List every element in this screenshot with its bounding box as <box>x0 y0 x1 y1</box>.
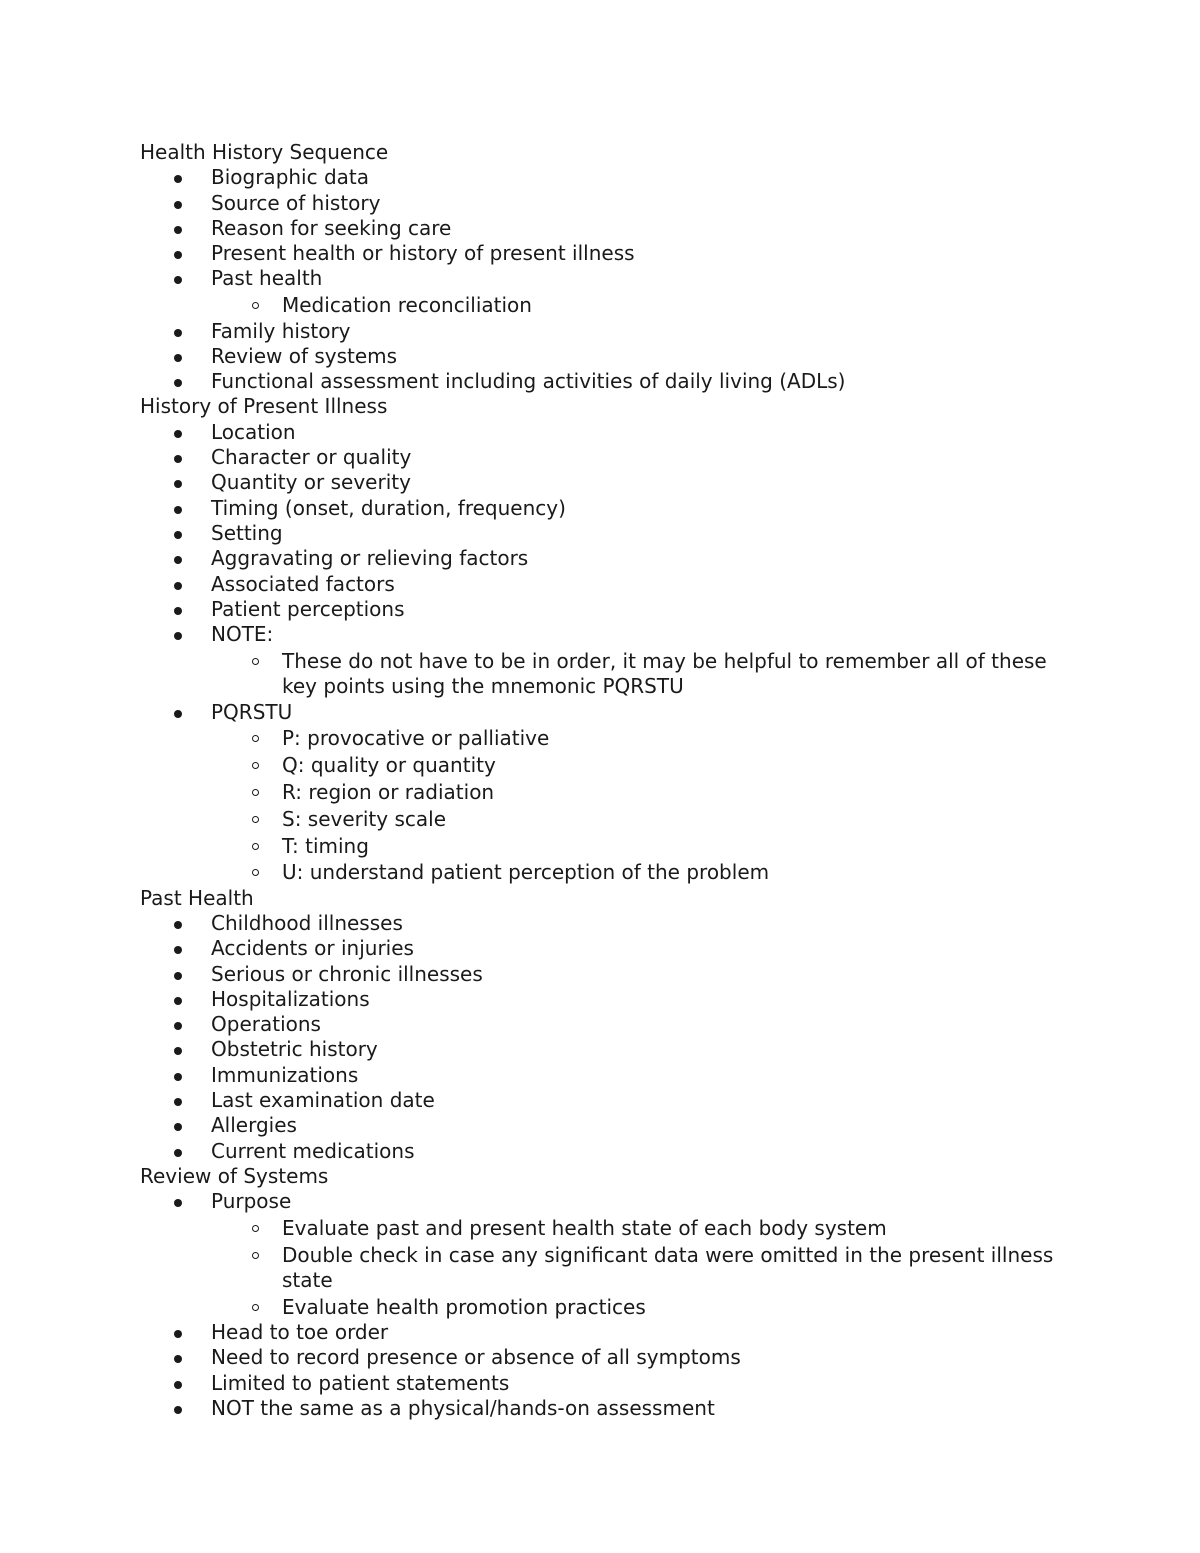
list-item-text: Past health <box>211 266 323 291</box>
list-item <box>140 1189 1060 1320</box>
sub-list-item-text: Q: quality or quantity <box>282 753 496 778</box>
list-item-text: Family history <box>211 318 351 343</box>
list-item-text: Childhood illnesses <box>211 910 403 935</box>
list-item <box>140 1371 1060 1396</box>
list-item-text: Obstetric history <box>211 1037 378 1062</box>
list-item-text: NOT the same as a physical/hands-on assessment <box>211 1396 715 1421</box>
bullet-icon <box>174 329 182 337</box>
list-item <box>140 597 1060 622</box>
bullet-icon <box>174 921 182 929</box>
circle-bullet-icon <box>252 816 259 823</box>
sub-list-item-text: Evaluate health promotion practices <box>282 1294 646 1319</box>
sub-list-item-text: T: timing <box>282 833 369 858</box>
bullet-list <box>140 911 1060 1164</box>
list-item <box>140 420 1060 445</box>
circle-bullet-icon <box>252 302 259 309</box>
circle-bullet-icon <box>252 735 259 742</box>
bullet-icon <box>174 1406 182 1414</box>
bullet-icon <box>174 201 182 209</box>
list-item-text: Current medications <box>211 1138 415 1163</box>
list-item <box>140 546 1060 571</box>
sub-list-item <box>211 834 1060 859</box>
sub-list-item-text: These do not have to be in order, it may be helpful to remember all of these key points using the mnemonic PQRSTU <box>282 648 1047 699</box>
sub-list-item <box>211 1243 1060 1294</box>
sub-list-item <box>211 1295 1060 1320</box>
bullet-icon <box>174 710 182 718</box>
list-item <box>140 521 1060 546</box>
list-item-text: Accidents or injuries <box>211 936 414 961</box>
list-item-text: Reason for seeking care <box>211 215 452 240</box>
circle-bullet-icon <box>252 658 259 665</box>
bullet-icon <box>174 354 182 362</box>
list-item-text: Present health or history of present illness <box>211 241 635 266</box>
list-item-text: PQRSTU <box>211 699 293 724</box>
sub-list <box>211 293 1060 318</box>
list-item <box>140 445 1060 470</box>
sub-list-item <box>211 1216 1060 1241</box>
list-item-text: Limited to patient statements <box>211 1370 510 1395</box>
list-item <box>140 911 1060 936</box>
circle-bullet-icon <box>252 843 259 850</box>
list-item <box>140 962 1060 987</box>
circle-bullet-icon <box>252 789 259 796</box>
list-item <box>140 1320 1060 1345</box>
bullet-icon <box>174 226 182 234</box>
sub-list-item-text: Double check in case any significant data were omitted in the present illness state <box>282 1242 1054 1293</box>
list-item-text: Location <box>211 419 296 444</box>
list-item-text: Patient perceptions <box>211 596 405 621</box>
list-item <box>140 1063 1060 1088</box>
bullet-icon <box>174 506 182 514</box>
list-item <box>140 987 1060 1012</box>
circle-bullet-icon <box>252 869 259 876</box>
bullet-list <box>140 420 1060 886</box>
section-heading: Review of Systems <box>140 1163 329 1188</box>
bullet-icon <box>174 1022 182 1030</box>
list-item <box>140 344 1060 369</box>
list-item <box>140 1345 1060 1370</box>
list-item-text: Need to record presence or absence of all symptoms <box>211 1345 741 1370</box>
list-item <box>140 1139 1060 1164</box>
list-item-text: Operations <box>211 1012 321 1037</box>
list-item-text: Aggravating or relieving factors <box>211 546 529 571</box>
sub-list-item-text: P: provocative or palliative <box>282 726 550 751</box>
list-item-text: Immunizations <box>211 1062 359 1087</box>
bullet-icon <box>174 251 182 259</box>
list-item-text: Functional assessment including activities of daily living (ADLs) <box>211 369 846 394</box>
bullet-icon <box>174 1098 182 1106</box>
list-item-text: Review of systems <box>211 343 398 368</box>
sub-list-item <box>211 807 1060 832</box>
list-item <box>140 1088 1060 1113</box>
list-item <box>140 1396 1060 1421</box>
list-item <box>140 496 1060 521</box>
bullet-icon <box>174 379 182 387</box>
list-item-text: Character or quality <box>211 445 412 470</box>
list-item <box>140 369 1060 394</box>
bullet-icon <box>174 1330 182 1338</box>
bullet-icon <box>174 1381 182 1389</box>
bullet-icon <box>174 1199 182 1207</box>
sub-list-item <box>211 726 1060 751</box>
list-item-text: Head to toe order <box>211 1320 389 1345</box>
bullet-icon <box>174 430 182 438</box>
list-item <box>140 1012 1060 1037</box>
bullet-icon <box>174 946 182 954</box>
list-item-text: Timing (onset, duration, frequency) <box>211 495 566 520</box>
sub-list <box>211 649 1060 700</box>
bullet-icon <box>174 276 182 284</box>
list-item <box>140 266 1060 318</box>
list-item-text: Source of history <box>211 190 381 215</box>
bullet-icon <box>174 556 182 564</box>
bullet-icon <box>174 632 182 640</box>
list-item <box>140 241 1060 266</box>
circle-bullet-icon <box>252 762 259 769</box>
list-item-text: NOTE: <box>211 622 274 647</box>
list-item <box>140 622 1060 699</box>
bullet-icon <box>174 175 182 183</box>
document-page <box>140 140 1060 1421</box>
bullet-icon <box>174 1149 182 1157</box>
sub-list-item <box>211 293 1060 318</box>
sub-list-item-text: Medication reconciliation <box>282 293 532 318</box>
sub-list <box>211 726 1060 885</box>
sub-list-item <box>211 753 1060 778</box>
list-item <box>140 165 1060 190</box>
sub-list-item-text: Evaluate past and present health state of each body system <box>282 1215 887 1240</box>
list-item-text: Purpose <box>211 1189 292 1214</box>
list-item-text: Hospitalizations <box>211 986 370 1011</box>
list-item <box>140 319 1060 344</box>
list-item <box>140 470 1060 495</box>
sub-list-item-text: S: severity scale <box>282 806 447 831</box>
bullet-icon <box>174 480 182 488</box>
list-item-text: Associated factors <box>211 571 395 596</box>
list-item-text: Allergies <box>211 1113 297 1138</box>
bullet-icon <box>174 607 182 615</box>
list-item <box>140 1113 1060 1138</box>
list-item-text: Last examination date <box>211 1087 435 1112</box>
circle-bullet-icon <box>252 1225 259 1232</box>
list-item-text: Biographic data <box>211 165 370 190</box>
bullet-icon <box>174 582 182 590</box>
sub-list <box>211 1216 1060 1320</box>
list-item <box>140 572 1060 597</box>
list-item <box>140 700 1060 886</box>
sub-list-item <box>211 780 1060 805</box>
section-heading: Health History Sequence <box>140 140 389 164</box>
bullet-icon <box>174 1073 182 1081</box>
bullet-icon <box>174 1355 182 1363</box>
bullet-icon <box>174 1047 182 1055</box>
circle-bullet-icon <box>252 1252 259 1259</box>
bullet-icon <box>174 997 182 1005</box>
sub-list-item <box>211 860 1060 885</box>
bullet-icon <box>174 455 182 463</box>
list-item-text: Setting <box>211 520 283 545</box>
list-item-text: Quantity or severity <box>211 470 411 495</box>
section-heading: History of Present Illness <box>140 394 388 419</box>
sub-list-item-text: U: understand patient perception of the problem <box>282 860 770 885</box>
bullet-icon <box>174 972 182 980</box>
bullet-list <box>140 165 1060 394</box>
bullet-icon <box>174 1123 182 1131</box>
circle-bullet-icon <box>252 1304 259 1311</box>
sub-list-item <box>211 649 1060 700</box>
section-heading: Past Health <box>140 885 254 910</box>
list-item <box>140 936 1060 961</box>
list-item-text: Serious or chronic illnesses <box>211 961 483 986</box>
list-item <box>140 191 1060 216</box>
bullet-icon <box>174 531 182 539</box>
list-item <box>140 216 1060 241</box>
list-item <box>140 1037 1060 1062</box>
bullet-list <box>140 1189 1060 1421</box>
sub-list-item-text: R: region or radiation <box>282 779 495 804</box>
